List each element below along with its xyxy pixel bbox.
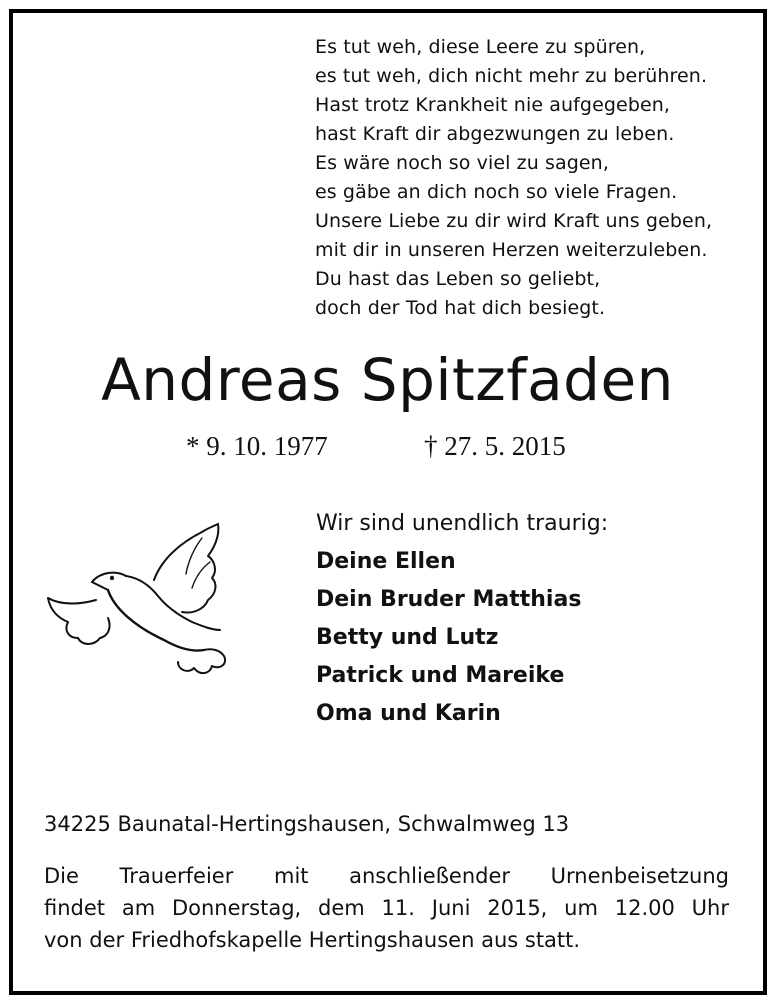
mourner-name: Dein Bruder Matthias <box>316 587 582 612</box>
poem-line: hast Kraft dir abgezwungen zu leben. <box>315 123 675 145</box>
mourner-name: Betty und Lutz <box>316 625 499 650</box>
mourner-name: Deine Ellen <box>316 549 456 574</box>
deceased-name: Andreas Spitzfaden <box>101 346 674 414</box>
address: 34225 Baunatal-Hertingshausen, Schwalmweg 13 <box>44 812 570 836</box>
mourner-name: Patrick und Mareike <box>316 663 565 688</box>
poem-line: es gäbe an dich noch so viele Fragen. <box>315 181 678 203</box>
birth-date: * 9. 10. 1977 <box>186 431 328 461</box>
poem-line: mit dir in unseren Herzen weiterzuleben. <box>315 239 708 261</box>
poem-line: Es tut weh, diese Leere zu spüren, <box>315 36 646 58</box>
mourners <box>316 505 608 733</box>
dove-icon <box>42 518 242 678</box>
mourner-name: Oma und Karin <box>316 701 501 726</box>
notice-line: Die Trauerfeier mit anschließender Urnenbeisetzung <box>44 864 729 888</box>
poem-line: es tut weh, dich nicht mehr zu berühren. <box>315 65 708 87</box>
notice-line: findet am Donnerstag, dem 11. Juni 2015, um 12.00 Uhr <box>44 896 729 920</box>
poem-line: doch der Tod hat dich besiegt. <box>315 297 606 319</box>
poem <box>315 33 712 323</box>
notice-line: von der Friedhofskapelle Hertingshausen aus statt. <box>44 928 581 952</box>
funeral-notice <box>44 860 729 956</box>
mourners-intro: Wir sind unendlich traurig: <box>316 511 609 536</box>
poem-line: Hast trotz Krankheit nie aufgegeben, <box>315 94 671 116</box>
poem-line: Es wäre noch so viel zu sagen, <box>315 152 609 174</box>
poem-line: Du hast das Leben so geliebt, <box>315 268 601 290</box>
death-date: † 27. 5. 2015 <box>424 431 566 461</box>
poem-line: Unsere Liebe zu dir wird Kraft uns geben, <box>315 210 713 232</box>
